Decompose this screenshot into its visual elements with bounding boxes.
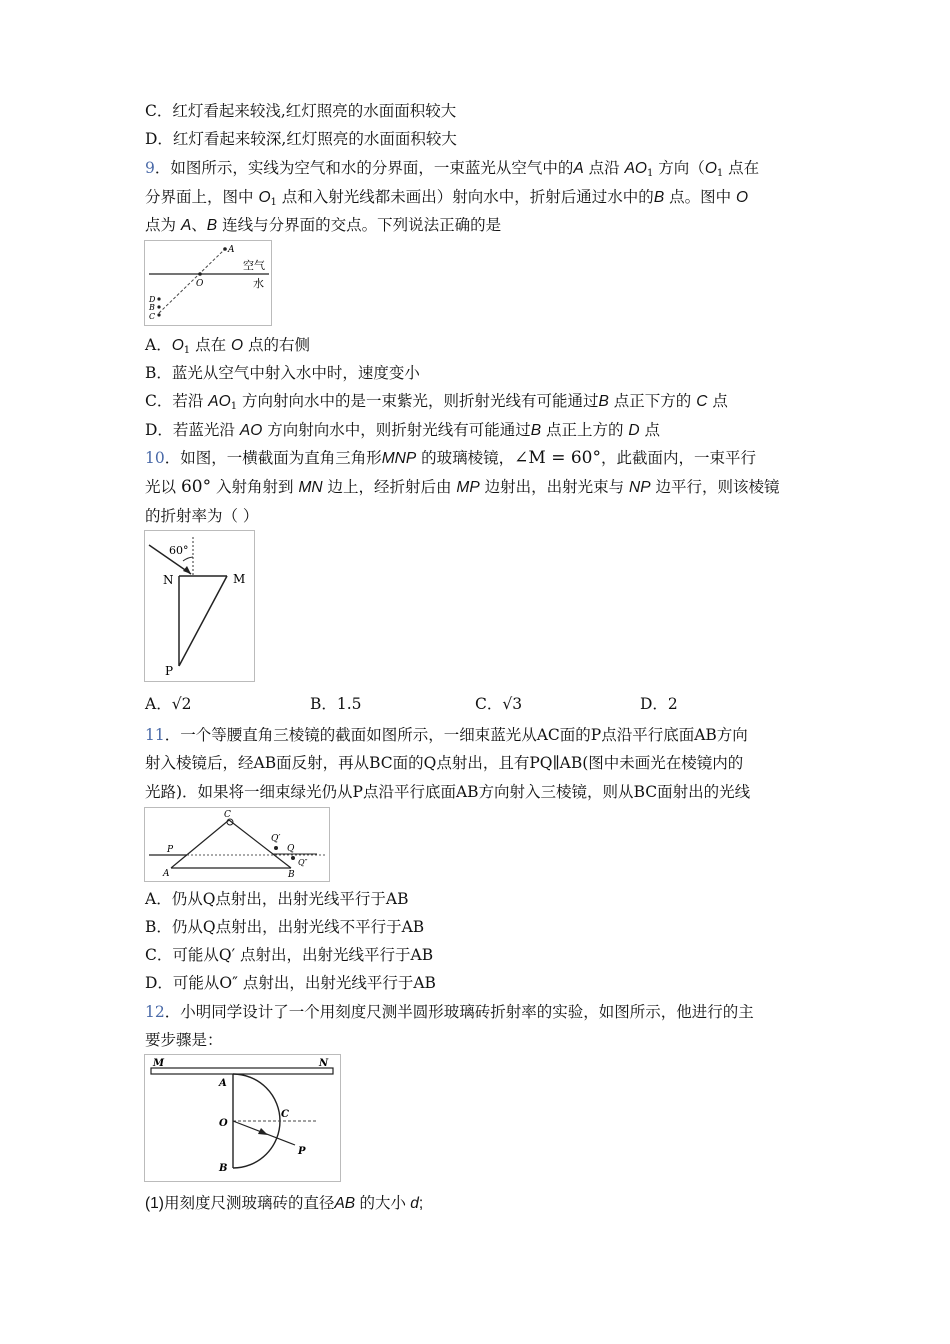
q11-label-p: P	[167, 845, 174, 855]
q10-label-angle: 60°	[169, 544, 189, 557]
q11-stem-line3: 光路)．如果将一细束绿光仍从P点沿平行底面AB方向射入三棱镜，则从BC面射出的光线	[145, 783, 751, 801]
q10-option-d: D．2	[640, 695, 678, 713]
q9-option-d: D．若蓝光沿 AO 方向射向水中，则折射光线有可能通过B 点正上方的 D 点	[145, 421, 661, 439]
q8-option-d: D．红灯看起来较深,红灯照亮的水面面积较大	[145, 130, 457, 148]
q10-option-a: A．√2	[145, 695, 192, 713]
q9-label-air: 空气	[243, 259, 265, 272]
q9-point-c	[157, 313, 160, 316]
q11-edge-ac	[171, 820, 229, 868]
q10-stem-line2: 光以 60° 入射角射到 MN 边上，经折射后由 MP 边射出，出射光束与 NP 边平行，则该棱镜	[145, 477, 780, 497]
q9-label-c: C	[149, 312, 156, 321]
q10-edge-mp	[179, 576, 227, 666]
q11-point-q1	[274, 846, 278, 850]
q10-ray-arrow	[183, 566, 191, 574]
q11-label-a: A	[163, 869, 170, 879]
q11-label-q: Q	[287, 844, 295, 854]
q12-label-n: N	[319, 1058, 329, 1069]
q10-label-p: P	[165, 664, 174, 678]
q11-option-c: C．可能从Q′ 点射出，出射光线平行于AB	[145, 946, 434, 964]
q12-label-c: C	[281, 1109, 289, 1120]
q11-label-b: B	[288, 870, 295, 880]
q9-option-a: A．$O_1$ 点在 O 点的右侧	[145, 336, 310, 356]
q12-label-a: A	[219, 1078, 227, 1089]
q9-point-b	[157, 305, 160, 308]
q10-stem-line3: 的折射率为（ ）	[145, 507, 259, 525]
q9-label-water: 水	[253, 277, 264, 290]
q11-option-a: A．仍从Q点射出，出射光线平行于AB	[145, 890, 409, 908]
q10-label-m: M	[233, 572, 246, 586]
q9-label-d: D	[149, 295, 156, 304]
q10-label-n: N	[163, 573, 174, 587]
q12-label-b: B	[219, 1163, 228, 1174]
q12-stem-line2: 要步骤是：	[145, 1031, 223, 1049]
q9-stem-line2: 分界面上，图中 $O_1$ 点和入射光线都未画出）射向水中，折射后通过水中的B 点。图中 O	[145, 188, 749, 208]
q11-stem-line1: 11．一个等腰直角三棱镜的截面如图所示，一细束蓝光从AC面的P点沿平行底面AB方向	[145, 726, 748, 744]
q11-edge-bc	[229, 820, 291, 868]
q11-diagram	[145, 808, 329, 881]
q10-angle-arc	[183, 557, 193, 561]
q9-label-b: B	[149, 303, 155, 312]
q9-stem-line1: 9．如图所示，实线为空气和水的分界面，一束蓝光从空气中的A 点沿 $AO_1$ 方向（$O_1$ 点在	[145, 159, 760, 179]
q9-label-a: A	[228, 245, 235, 255]
q12-figure	[144, 1054, 341, 1182]
q11-option-b: B．仍从Q点射出，出射光线不平行于AB	[145, 918, 425, 936]
q11-figure	[144, 807, 330, 882]
q12-label-m: M	[153, 1058, 165, 1069]
q9-stem-line3: 点为 A、B 连线与分界面的交点。下列说法正确的是	[145, 216, 502, 234]
q12-ray-arrow	[258, 1128, 268, 1135]
q12-ruler	[151, 1068, 333, 1074]
q12-label-p: P	[298, 1146, 306, 1157]
q9-diagram	[145, 241, 271, 325]
q11-stem-line2: 射入棱镜后，经AB面反射，再从BC面的Q点射出，且有PQ∥AB(图中未画光在棱镜内的	[145, 754, 744, 772]
q11-label-q1: Q′	[271, 834, 281, 844]
q12-label-o: O	[219, 1118, 228, 1129]
q10-option-b: B．1.5	[310, 695, 362, 713]
q11-label-c: C	[224, 810, 231, 820]
q9-dashed-ab-line	[159, 249, 225, 313]
q10-option-c: C．√3	[475, 695, 523, 713]
q9-point-o	[198, 272, 202, 276]
q11-label-q2: Q″	[298, 858, 308, 867]
q9-figure	[144, 240, 272, 326]
q9-option-b: B．蓝光从空气中射入水中时，速度变小	[145, 364, 420, 382]
q9-point-d	[157, 297, 160, 300]
q12-step1: (1)用刻度尺测玻璃砖的直径AB 的大小 d;	[145, 1195, 424, 1212]
q12-stem-line1: 12．小明同学设计了一个用刻度尺测半圆形玻璃砖折射率的实验，如图所示，他进行的主	[145, 1003, 754, 1021]
q12-diagram	[145, 1055, 340, 1181]
q10-figure	[144, 530, 255, 682]
q8-option-c: C．红灯看起来较浅,红灯照亮的水面面积较大	[145, 102, 457, 120]
q9-point-a	[223, 247, 227, 251]
q10-diagram	[145, 531, 254, 681]
q10-stem-line1: 10．如图，一横截面为直角三角形MNP 的玻璃棱镜，∠M = 60°，此截面内，一束平行	[145, 448, 756, 468]
q11-option-d: D．可能从O″ 点射出，出射光线平行于AB	[145, 974, 436, 992]
q9-label-o: O	[196, 279, 204, 289]
q9-option-c: C．若沿 $AO_1$ 方向射向水中的是一束紫光，则折射光线有可能通过B 点正下方的 C 点	[145, 392, 728, 412]
q11-point-q2	[291, 856, 295, 860]
